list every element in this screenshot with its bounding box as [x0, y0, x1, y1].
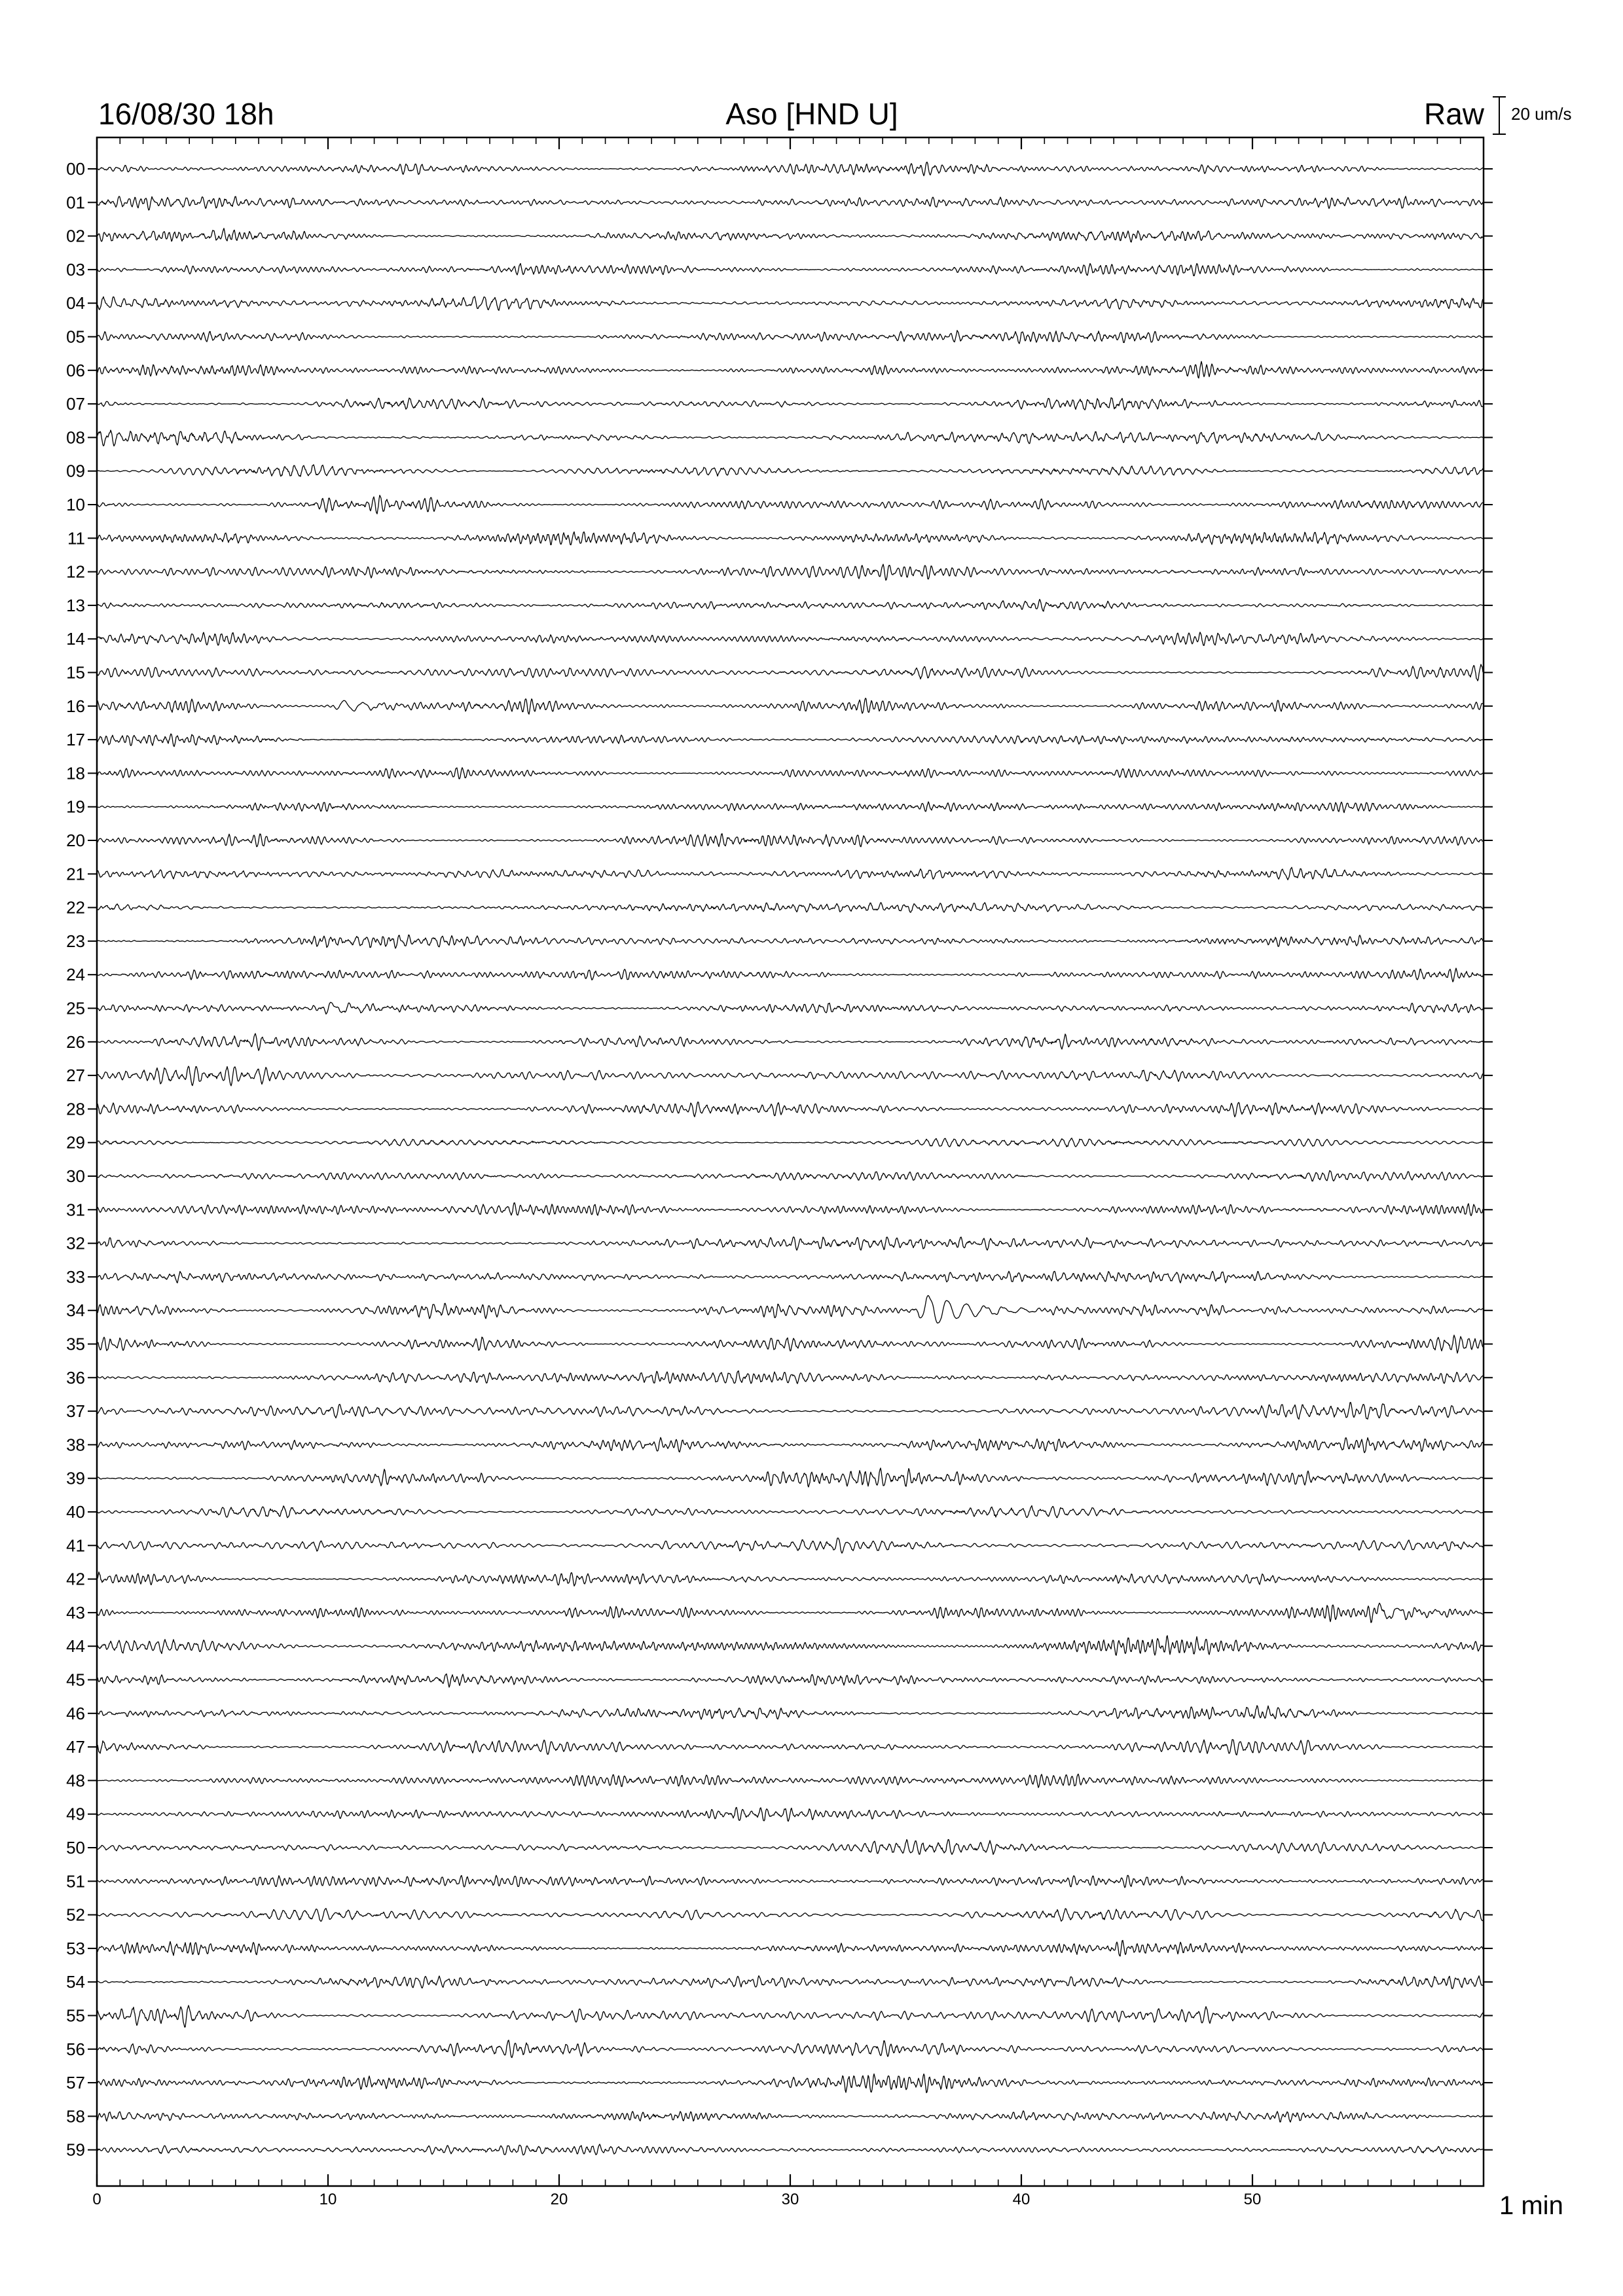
row-label: 03	[66, 259, 85, 279]
row-label: 27	[66, 1066, 85, 1086]
row-label: 28	[66, 1099, 85, 1119]
row-label: 37	[66, 1401, 85, 1422]
row-label: 51	[66, 1871, 85, 1892]
x-tick-label: 30	[781, 2191, 799, 2208]
row-label: 11	[67, 528, 85, 548]
row-label: 56	[66, 2039, 85, 2059]
row-label: 38	[66, 1435, 85, 1455]
row-label: 42	[66, 1569, 85, 1589]
x-tick-label: 40	[1012, 2191, 1030, 2208]
row-label: 24	[66, 965, 85, 985]
row-label: 55	[66, 2005, 85, 2026]
row-label: 49	[66, 1804, 85, 1824]
row-label: 25	[66, 998, 85, 1018]
row-label: 39	[66, 1468, 85, 1488]
row-label: 18	[66, 763, 85, 783]
row-label: 20	[66, 831, 85, 850]
row-label: 47	[66, 1737, 85, 1757]
row-label: 34	[66, 1300, 85, 1321]
x-tick-label: 50	[1243, 2191, 1262, 2208]
row-label: 32	[66, 1233, 85, 1253]
x-tick-label: 20	[550, 2191, 568, 2208]
row-label: 50	[66, 1838, 85, 1857]
row-label: 10	[66, 495, 85, 514]
row-label: 16	[66, 696, 85, 716]
row-label: 02	[66, 226, 85, 246]
row-label: 48	[66, 1770, 85, 1791]
row-label: 06	[66, 360, 85, 380]
row-label: 19	[66, 797, 85, 817]
row-label: 58	[66, 2106, 85, 2126]
row-label: 52	[66, 1905, 85, 1925]
datetime-label: 16/08/30 18h	[98, 97, 274, 131]
row-label: 15	[66, 662, 85, 683]
scale-bar-label: 20 um/s	[1511, 104, 1572, 124]
row-label: 59	[66, 2140, 85, 2160]
row-label: 01	[66, 192, 85, 213]
row-label: 17	[66, 730, 85, 750]
row-label: 40	[66, 1502, 85, 1522]
row-label: 09	[66, 461, 85, 481]
row-label: 41	[66, 1535, 85, 1556]
row-label: 05	[66, 327, 85, 347]
x-tick-label: 10	[319, 2191, 337, 2208]
row-label: 04	[66, 293, 85, 314]
row-label: 00	[66, 159, 85, 179]
row-label: 29	[66, 1132, 85, 1153]
row-label: 14	[66, 629, 85, 649]
row-label: 31	[66, 1200, 85, 1220]
row-label: 45	[66, 1670, 85, 1690]
station-title: Aso [HND U]	[725, 97, 898, 131]
row-label: 23	[66, 931, 85, 951]
row-label: 21	[66, 864, 85, 884]
row-label: 54	[66, 1972, 85, 1992]
row-label: 30	[66, 1166, 85, 1186]
x-tick-label: 0	[92, 2191, 101, 2208]
row-label: 26	[66, 1031, 85, 1052]
row-label: 35	[66, 1334, 85, 1354]
row-label: 13	[66, 595, 85, 615]
row-label: 53	[66, 1938, 85, 1958]
row-label: 07	[66, 394, 85, 414]
row-label: 44	[66, 1636, 85, 1657]
row-label: 08	[66, 427, 85, 448]
row-label: 57	[66, 2073, 85, 2093]
row-label: 33	[66, 1266, 85, 1287]
mode-label: Raw	[1423, 97, 1484, 131]
x-axis-label: 1 min	[1499, 2191, 1563, 2220]
row-label: 22	[66, 897, 85, 918]
row-label: 43	[66, 1602, 85, 1623]
row-label: 12	[66, 562, 85, 582]
row-label: 36	[66, 1367, 85, 1388]
row-label: 46	[66, 1703, 85, 1723]
